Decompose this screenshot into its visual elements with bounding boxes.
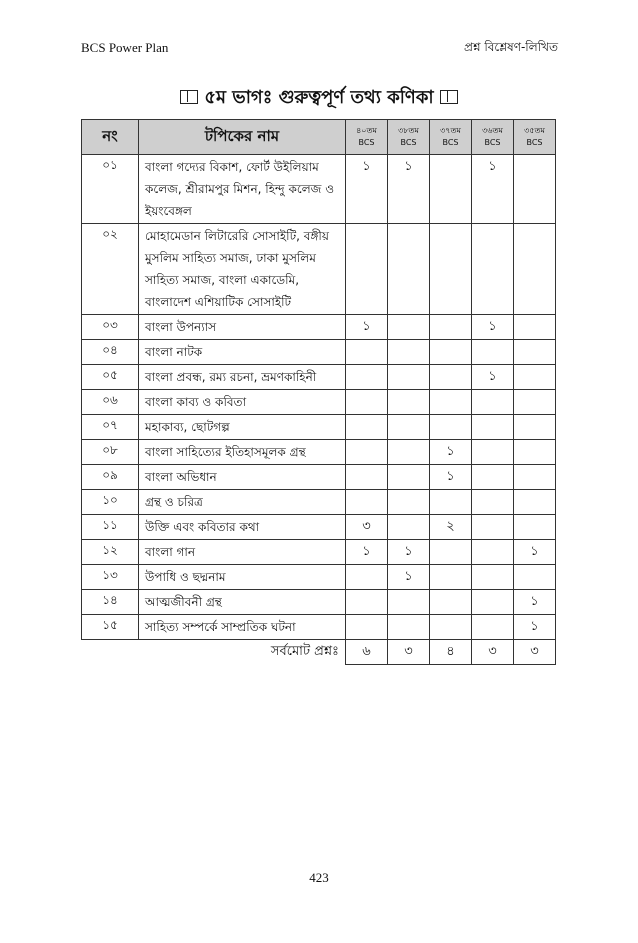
table-row	[82, 590, 556, 615]
question-count	[430, 390, 472, 415]
question-count	[472, 390, 514, 415]
question-count	[346, 390, 388, 415]
column-header-topic: টপিকের নাম	[139, 120, 346, 155]
question-count	[514, 340, 556, 365]
question-count	[430, 315, 472, 340]
table-row	[82, 490, 556, 515]
question-count	[472, 440, 514, 465]
question-count	[388, 490, 430, 515]
question-count	[430, 565, 472, 590]
question-count	[430, 590, 472, 615]
question-count	[514, 224, 556, 315]
row-number: ০৩	[82, 315, 139, 340]
table-row	[82, 615, 556, 640]
question-count: ১	[472, 155, 514, 224]
question-count	[430, 540, 472, 565]
column-header-exam: ৪০তম BCS	[346, 120, 388, 155]
running-header-left: BCS Power Plan	[81, 40, 169, 55]
column-header-exam: ৩৮তম BCS	[388, 120, 430, 155]
topic-name: বাংলা প্রবন্ধ, রম্য রচনা, ভ্রমণকাহিনী	[139, 365, 346, 390]
question-count	[472, 224, 514, 315]
question-count	[430, 490, 472, 515]
question-count: ১	[514, 540, 556, 565]
question-count	[388, 340, 430, 365]
question-count	[430, 340, 472, 365]
total-row	[82, 640, 556, 665]
question-count	[430, 365, 472, 390]
question-count: ১	[388, 155, 430, 224]
question-count	[388, 465, 430, 490]
question-count	[346, 590, 388, 615]
question-count: ১	[346, 540, 388, 565]
question-count	[346, 490, 388, 515]
question-count	[472, 490, 514, 515]
question-count: ১	[514, 590, 556, 615]
question-count: ১	[472, 365, 514, 390]
question-count	[346, 615, 388, 640]
column-header-no: নং	[82, 120, 139, 155]
question-count	[346, 465, 388, 490]
topic-name: গ্রন্থ ও চরিত্র	[139, 490, 346, 515]
topic-name: উক্তি এবং কবিতার কথা	[139, 515, 346, 540]
question-count	[514, 390, 556, 415]
question-count	[514, 465, 556, 490]
row-number: ০৫	[82, 365, 139, 390]
topic-name: বাংলা উপন্যাস	[139, 315, 346, 340]
question-count	[388, 224, 430, 315]
question-count	[472, 590, 514, 615]
column-header-exam: ৩৭তম BCS	[430, 120, 472, 155]
row-number: ০৭	[82, 415, 139, 440]
question-count	[514, 565, 556, 590]
total-value: ৩	[514, 640, 556, 665]
question-count	[430, 155, 472, 224]
table-row	[82, 540, 556, 565]
total-value: ৩	[388, 640, 430, 665]
row-number: ০১	[82, 155, 139, 224]
column-header-exam: ৩৫তম BCS	[514, 120, 556, 155]
question-count	[430, 224, 472, 315]
question-count	[514, 415, 556, 440]
question-count	[472, 515, 514, 540]
table-row	[82, 155, 556, 224]
book-icon	[180, 90, 198, 104]
topic-name: বাংলা সাহিত্যের ইতিহাসমূলক গ্রন্থ	[139, 440, 346, 465]
total-label: সর্বমোট প্রশ্নঃ	[139, 640, 346, 665]
row-number: ০২	[82, 224, 139, 315]
question-count	[430, 415, 472, 440]
row-number: ১৫	[82, 615, 139, 640]
question-count	[388, 615, 430, 640]
question-count	[388, 590, 430, 615]
table-header-row	[82, 120, 556, 155]
table-row	[82, 340, 556, 365]
question-count	[430, 615, 472, 640]
section-title	[0, 83, 638, 114]
question-count	[388, 515, 430, 540]
question-count	[514, 490, 556, 515]
question-count: ১	[430, 440, 472, 465]
table-row	[82, 315, 556, 340]
question-count	[472, 565, 514, 590]
row-number: ০৯	[82, 465, 139, 490]
question-count	[346, 224, 388, 315]
question-count	[472, 540, 514, 565]
topic-name: আত্মজীবনী গ্রন্থ	[139, 590, 346, 615]
question-count	[472, 340, 514, 365]
question-count	[346, 415, 388, 440]
topic-name: সাহিত্য সম্পর্কে সাম্প্রতিক ঘটনা	[139, 615, 346, 640]
topic-name: বাংলা নাটক	[139, 340, 346, 365]
question-count	[346, 365, 388, 390]
topic-name: মোহামেডান লিটারেরি সোসাইটি, বঙ্গীয় মুসলিম সাহিত্য সমাজ, ঢাকা মুসলিম সাহিত্য সমাজ, বাংলা একাডেমি, বাংলাদেশ এশিয়াটিক সোসাইটি	[139, 224, 346, 315]
table-row	[82, 415, 556, 440]
page-number: 423	[309, 870, 329, 885]
topic-name: বাংলা কাব্য ও কবিতা	[139, 390, 346, 415]
row-number: ০৬	[82, 390, 139, 415]
table-row	[82, 440, 556, 465]
total-value: ৬	[346, 640, 388, 665]
total-value: ৪	[430, 640, 472, 665]
row-number: ১৪	[82, 590, 139, 615]
question-count	[388, 415, 430, 440]
topic-question-table	[81, 119, 556, 665]
topic-name: বাংলা গদ্যের বিকাশ, ফোর্ট উইলিয়াম কলেজ, শ্রীরামপুর মিশন, হিন্দু কলেজ ও ইয়ংবেঙ্গল	[139, 155, 346, 224]
row-number: ১৩	[82, 565, 139, 590]
row-number: ১২	[82, 540, 139, 565]
topic-name: বাংলা গান	[139, 540, 346, 565]
question-count	[514, 440, 556, 465]
table-row	[82, 565, 556, 590]
question-count	[346, 565, 388, 590]
question-count: ১	[514, 615, 556, 640]
table-row	[82, 365, 556, 390]
table-row	[82, 224, 556, 315]
question-count	[514, 315, 556, 340]
question-count	[472, 465, 514, 490]
topic-name: মহাকাব্য, ছোটগল্প	[139, 415, 346, 440]
question-count	[388, 440, 430, 465]
topic-name: উপাধি ও ছদ্মনাম	[139, 565, 346, 590]
row-number: ০৮	[82, 440, 139, 465]
topic-name: বাংলা অভিধান	[139, 465, 346, 490]
question-count	[346, 340, 388, 365]
question-count: ২	[430, 515, 472, 540]
question-count: ১	[346, 155, 388, 224]
question-count	[388, 365, 430, 390]
question-count	[514, 155, 556, 224]
question-count: ১	[430, 465, 472, 490]
total-value: ৩	[472, 640, 514, 665]
question-count	[388, 390, 430, 415]
question-count: ১	[388, 540, 430, 565]
row-number: ১১	[82, 515, 139, 540]
question-count	[388, 315, 430, 340]
question-count	[346, 440, 388, 465]
question-count	[472, 415, 514, 440]
table-row	[82, 515, 556, 540]
table-row	[82, 465, 556, 490]
column-header-exam: ৩৬তম BCS	[472, 120, 514, 155]
row-number: ০৪	[82, 340, 139, 365]
row-number: ১০	[82, 490, 139, 515]
table-row	[82, 390, 556, 415]
question-count	[514, 515, 556, 540]
question-count	[514, 365, 556, 390]
book-icon	[440, 90, 458, 104]
running-header-right: প্রশ্ন বিশ্লেষণ-লিখিত	[464, 40, 558, 54]
question-count: ৩	[346, 515, 388, 540]
question-count: ১	[346, 315, 388, 340]
question-count: ১	[472, 315, 514, 340]
question-count: ১	[388, 565, 430, 590]
section-title-text: ৫ম ভাগঃ গুরুত্বপূর্ণ তথ্য কণিকা	[204, 87, 434, 108]
question-count	[472, 615, 514, 640]
